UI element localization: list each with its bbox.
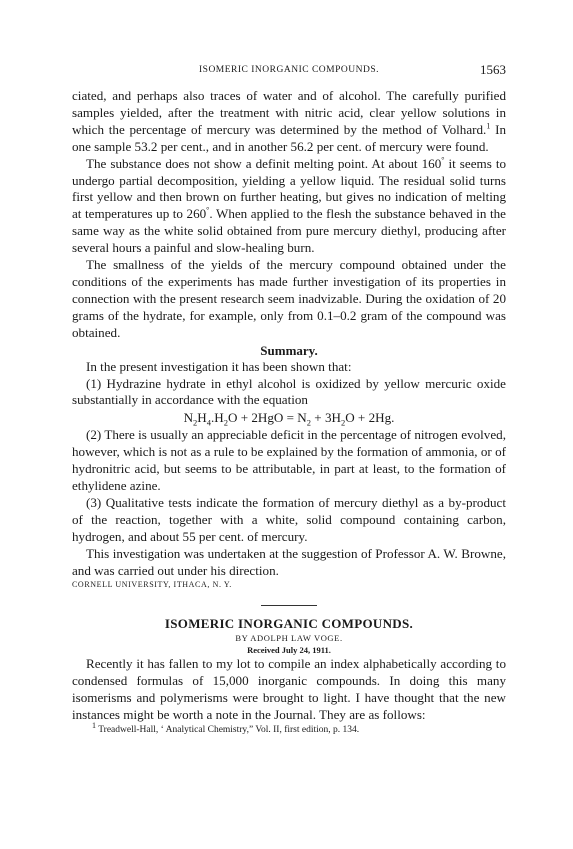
summary-heading: Summary. [260, 342, 318, 358]
author-byline: BY ADOLPH LAW VOGE. [235, 633, 343, 644]
footnote-mark: 1 [92, 720, 96, 730]
affiliation: CORNELL UNIVERSITY, ITHACA, N. Y. [72, 580, 232, 590]
article-title: ISOMERIC INORGANIC COMPOUNDS. [164, 616, 414, 632]
running-head-title: ISOMERIC INORGANIC COMPOUNDS. [199, 65, 379, 75]
section-divider [261, 605, 317, 606]
page-number: 1563 [480, 62, 506, 77]
article-paragraph: Recently it has fallen to my lot to compile an index alphabetically according to condensed formulas of 15,000 inorganic compounds. In doing this many isomerisms and polymerisms were brought to light. I have thought that the new instances might be worth a note in the Journal. They are as follows: [72, 656, 506, 723]
paragraph-volhard [72, 88, 506, 156]
article-body [72, 88, 506, 737]
paragraph-text: The substance does not show a definit melting point. At about 160 [86, 155, 442, 171]
paragraph-yields: The smallness of the yields of the mercury compound obtained under the conditions of the experiments has made further investigation of its properties in connection with the present research seem inadvizable. During the oxidation of 20 grams of the hydrate, for example, only from 0.1–0.2 gram of the compound was obtained. [72, 257, 506, 340]
chemical-equation: $N_2H_4.H_2O + 2HgO = N_2 + 3H_2O + 2Hg$. [183, 410, 395, 428]
paragraph-melting-point [72, 156, 506, 257]
summary-point-3: (3) Qualitative tests indicate the formation of mercury diethyl as a by-product of the reaction, together with a white, solid compound containing carbon, hydrogen, and about 55 per cent. of mercury. [72, 494, 506, 544]
summary-intro: In the present investigation it has been shown that: [86, 358, 352, 374]
degree-sign: ° [441, 155, 445, 165]
running-head [72, 62, 506, 80]
journal-page [72, 62, 506, 737]
summary-point-2: (2) There is usually an appreciable deficit in the percentage of nitrogen evolved, however, which is not as a rule to be explained by the formation of ammonia, or of hydronitric acid, but seems to be attributable, in part at least, to the formation of ethylidene azine. [72, 427, 506, 494]
paragraph-text: In one sample 53.2 per cent., and in another 56.2 per cent. of mercury were found. [72, 121, 506, 154]
received-date: Received July 24, 1911. [247, 645, 331, 656]
paragraph-text: . When applied to the flesh the substance behaved in the same way as the white solid obtained from pure mercury diethyl, producing after several hours a painful and slow-healing burn. [72, 206, 506, 256]
paragraph-text: it seems to undergo partial decomposition, yielding a yellow liquid. The residual solid turns first yellow and then brown on further heating, but gives no indication of melting at temperatures up to 260 [72, 155, 506, 222]
footnote [72, 720, 506, 737]
footnote-ref: 1 [486, 121, 491, 131]
paragraph-text: ciated, and perhaps also traces of water and of alcohol. The carefully purified samples yielded, after the treatment with nitric acid, clear yellow solutions in which the percentage of mercury was determined by the method of Volhard. [72, 88, 506, 137]
degree-sign: ° [206, 205, 210, 215]
acknowledgement: This investigation was undertaken at the suggestion of Professor A. W. Browne, and was carried out under his direction. [72, 545, 506, 578]
summary-point-1: (1) Hydrazine hydrate in ethyl alcohol is oxidized by yellow mercuric oxide substantially in accordance with the equation [72, 375, 506, 408]
footnote-text: Treadwell-Hall, ‘ Analytical Chemistry,” Vol. II, first edition, p. 134. [96, 725, 360, 736]
